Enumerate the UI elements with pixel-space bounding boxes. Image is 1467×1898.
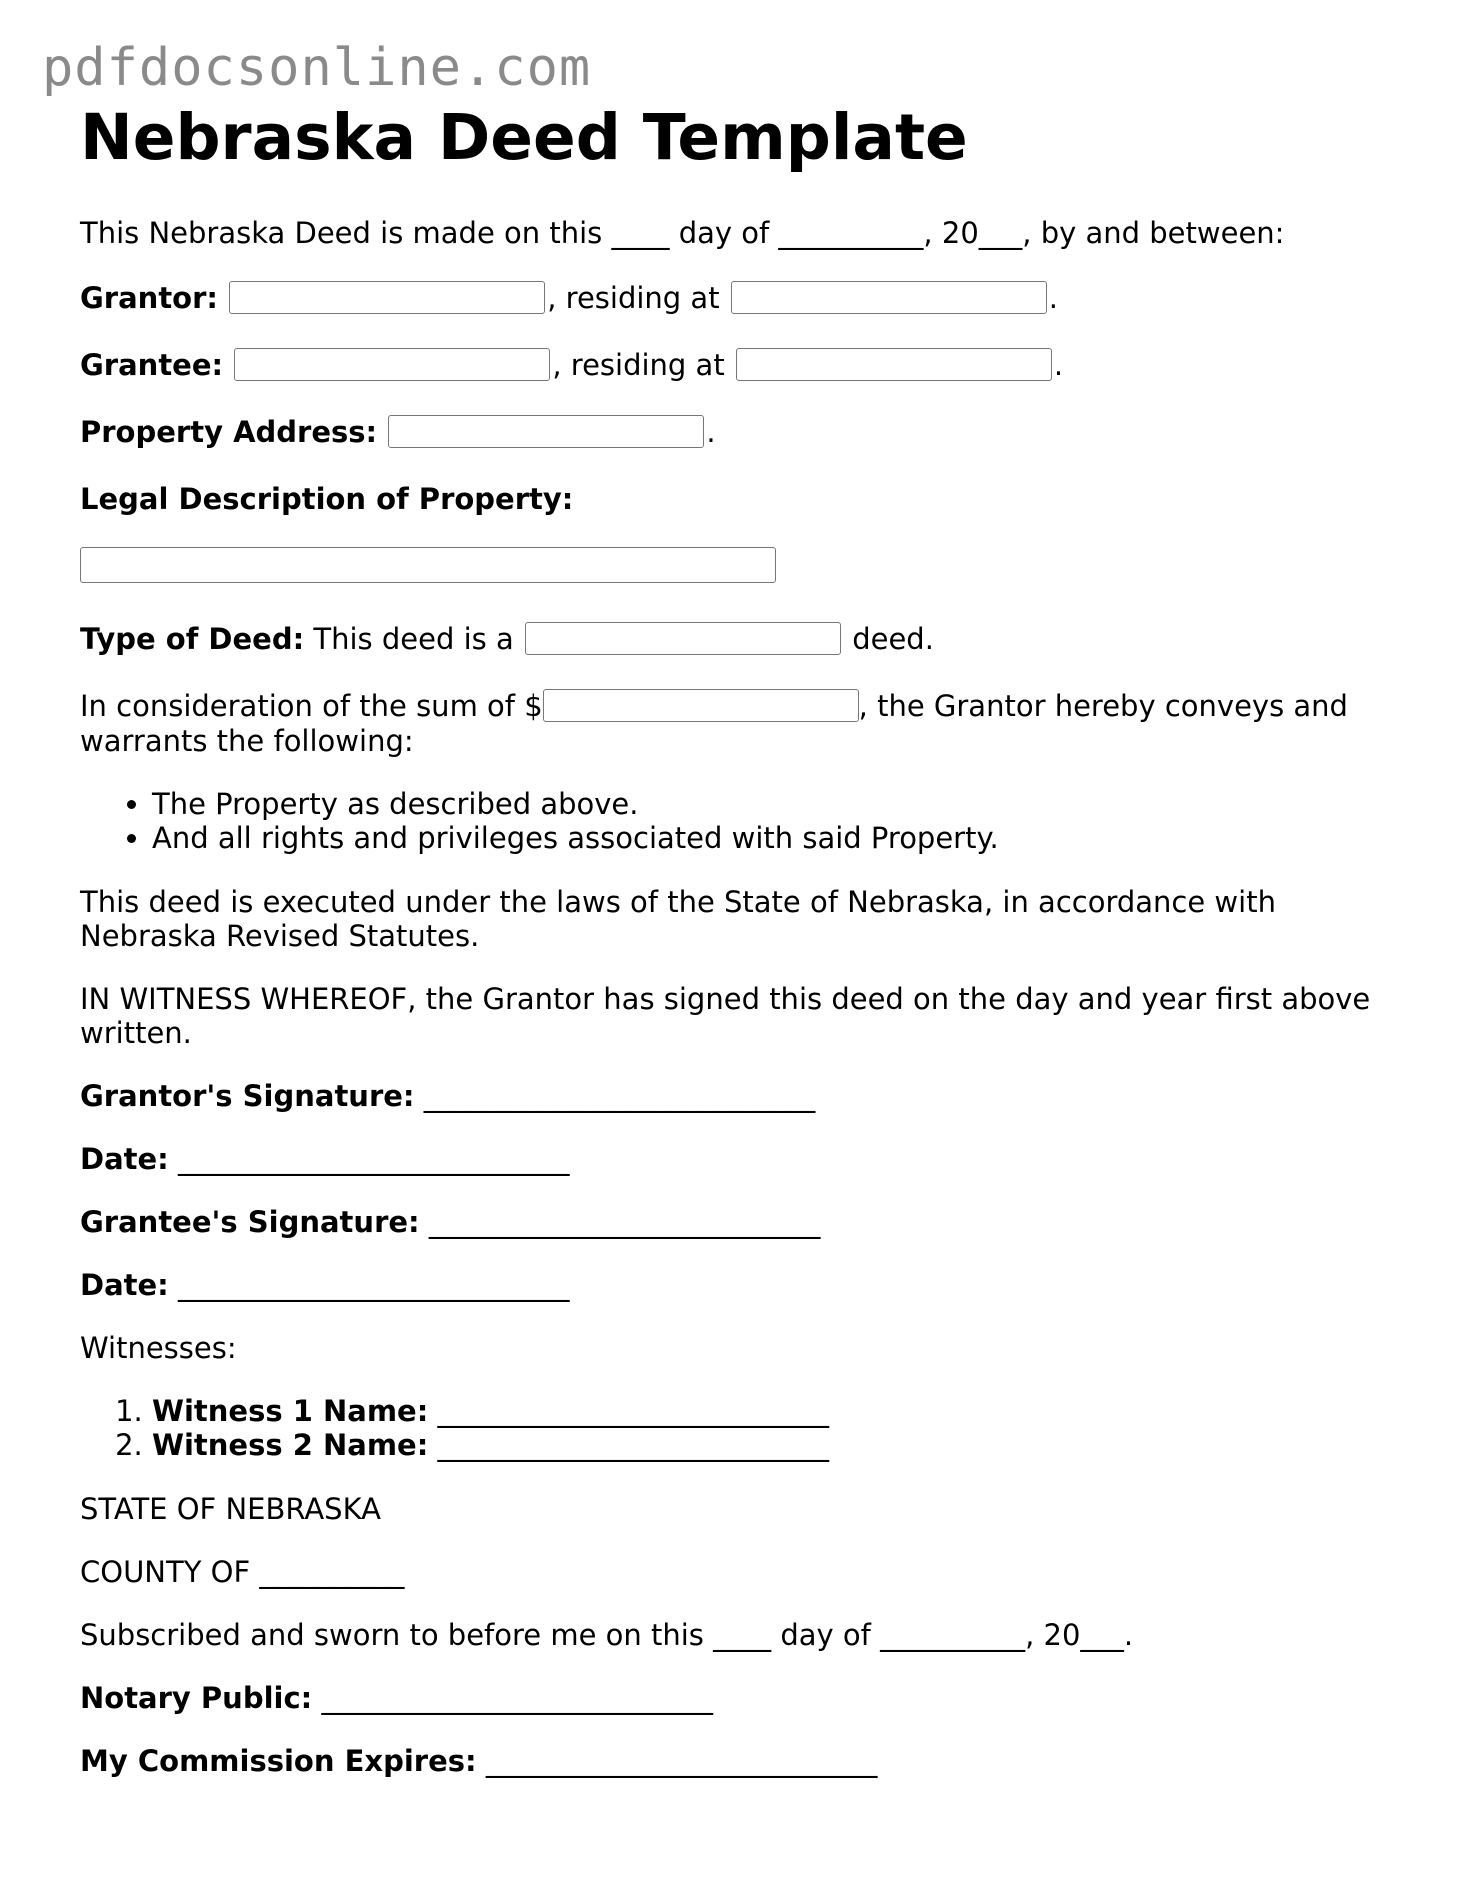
consideration-amount-field[interactable] [543, 689, 859, 722]
commission-expires-line[interactable] [80, 1744, 1390, 1778]
date1-blank[interactable]: ___________________________ [178, 1142, 570, 1176]
consideration-paragraph [80, 687, 1390, 758]
conveyed-items-list [80, 787, 1390, 855]
date2-blank[interactable]: ___________________________ [178, 1268, 570, 1302]
witness2-blank[interactable]: ___________________________ [437, 1428, 830, 1462]
consideration-text-after: , the Grantor hereby conveys and [858, 688, 1348, 723]
list-item[interactable] [152, 1394, 1390, 1428]
type-of-deed-text: This deed is a [313, 621, 514, 656]
date1-line[interactable] [80, 1142, 1390, 1176]
grantee-signature-label: Grantee's Signature: [80, 1205, 420, 1239]
legal-description-label: Legal Description of Property: [80, 481, 574, 516]
date2-label: Date: [80, 1268, 169, 1302]
grantor-signature-line[interactable] [80, 1079, 1390, 1113]
witness2-label: Witness 2 Name: [152, 1428, 429, 1462]
grantor-label: Grantor: [80, 280, 219, 315]
property-address-row [80, 413, 1390, 450]
list-item: • The Property as described above. [152, 787, 1390, 821]
grantee-residing-label: , residing at [552, 347, 725, 382]
grantor-signature-label: Grantor's Signature: [80, 1079, 415, 1113]
witnesses-heading: Witnesses: [80, 1331, 237, 1365]
legal-description-field[interactable] [80, 547, 776, 583]
witness-paragraph: IN WITNESS WHEREOF, the Grantor has signed this deed on the day and year first above written. [80, 982, 1371, 1050]
legal-description-row [80, 480, 1390, 517]
intro-paragraph: This Nebraska Deed is made on this ____ day of __________, 20___, by and between: [80, 216, 1285, 250]
legal-description-container [80, 547, 1390, 590]
notary-county: COUNTY OF __________ [80, 1555, 405, 1589]
deed-document [80, 100, 1390, 1807]
grantor-name-field[interactable] [229, 281, 545, 314]
consideration-text-line2: warrants the following: [80, 724, 414, 758]
date1-label: Date: [80, 1142, 169, 1176]
notary-public-label: Notary Public: [80, 1681, 313, 1715]
grantee-name-field[interactable] [234, 348, 550, 381]
notary-sworn: Subscribed and sworn to before me on this ____ day of __________, 20___. [80, 1618, 1134, 1652]
witness-list [80, 1394, 1390, 1462]
commission-expires-blank[interactable]: ___________________________ [485, 1744, 878, 1778]
type-of-deed-label: Type of Deed: [80, 621, 305, 656]
grantee-label: Grantee: [80, 347, 224, 382]
grantee-signature-blank[interactable]: ___________________________ [428, 1205, 821, 1239]
list-item: • And all rights and privileges associated with said Property. [152, 821, 1390, 855]
property-address-field[interactable] [388, 415, 704, 448]
grantor-row [80, 279, 1390, 316]
date2-line[interactable] [80, 1268, 1390, 1302]
type-of-deed-row [80, 620, 1390, 657]
grantee-row [80, 346, 1390, 383]
commission-expires-label: My Commission Expires: [80, 1744, 477, 1778]
notary-state: STATE OF NEBRASKA [80, 1492, 381, 1526]
grantor-end: . [1048, 280, 1059, 315]
grantor-residing-label: , residing at [547, 280, 720, 315]
laws-paragraph: This deed is executed under the laws of the State of Nebraska, in accordance with Nebraska Revised Statutes. [80, 885, 1276, 953]
notary-public-line[interactable] [80, 1681, 1390, 1715]
type-of-deed-field[interactable] [525, 622, 841, 655]
watermark-logo: pdfdocsonline.com [42, 38, 592, 98]
grantor-signature-blank[interactable]: ___________________________ [423, 1079, 816, 1113]
grantor-address-field[interactable] [731, 281, 1047, 314]
witness1-blank[interactable]: ___________________________ [437, 1394, 830, 1428]
consideration-text-before: In consideration of the sum of $ [80, 688, 543, 723]
page-title: Nebraska Deed Template [80, 101, 968, 174]
witness1-label: Witness 1 Name: [152, 1394, 429, 1428]
type-of-deed-end: deed. [852, 621, 934, 656]
grantee-address-field[interactable] [736, 348, 1052, 381]
notary-public-blank[interactable]: ___________________________ [321, 1681, 713, 1715]
grantee-end: . [1053, 347, 1064, 382]
property-address-label: Property Address: [80, 414, 378, 449]
grantee-signature-line[interactable] [80, 1205, 1390, 1239]
property-address-end: . [706, 414, 716, 449]
list-item[interactable] [152, 1428, 1390, 1462]
